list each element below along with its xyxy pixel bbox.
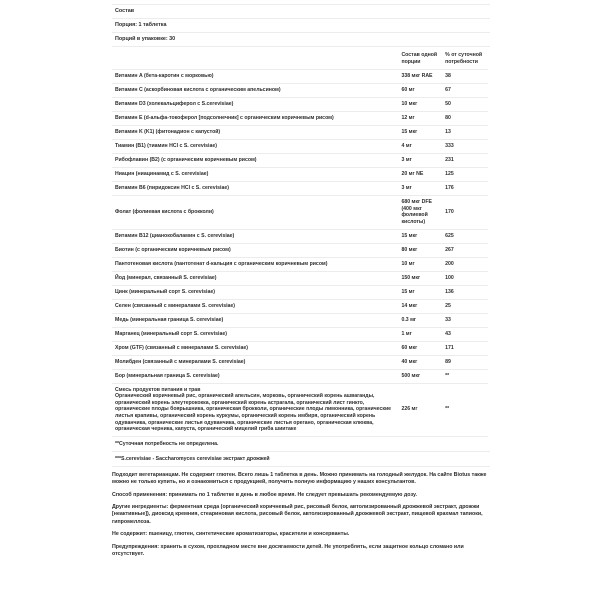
nutrient-dv: 333	[442, 140, 488, 154]
table-row	[112, 271, 488, 285]
nutrient-amount: 60 мкг	[398, 341, 442, 355]
nutrient-amount: 4 мг	[398, 140, 442, 154]
nutrient-name: Витамин B6 (пиридоксин HCl с S. cerevisiae)	[112, 182, 398, 196]
free-from-paragraph: Не содержит: пшеницу, глютен, синтетические ароматизаторы, красители и консерванты.	[112, 531, 350, 538]
nutrient-name: Витамин A (бета-каротин с морковью)	[112, 70, 398, 84]
nutrient-name: Витамин K (K1) (фитонадион с капустой)	[112, 126, 398, 140]
composition-title: Состав	[112, 4, 490, 19]
nutrient-name: Ниацин (ниацинамид с S. cerevisiae)	[112, 168, 398, 182]
nutrient-dv: 176	[442, 182, 488, 196]
nutrient-name: Витамин C (аскорбиновая кислота с органическим апельсином)	[112, 84, 398, 98]
table-row	[112, 140, 488, 154]
nutrient-name: Селен (связанный с минералами S. cerevisiae)	[112, 299, 398, 313]
nutrient-dv: 67	[442, 84, 488, 98]
table-row	[112, 126, 488, 140]
nutrient-amount: 80 мкг	[398, 243, 442, 257]
nutrient-name: Биотин (с органическим коричневым рисом)	[112, 243, 398, 257]
nutrient-name: Бор (минеральная граница S. cerevisiae)	[112, 369, 398, 383]
nutrient-dv: 43	[442, 327, 488, 341]
column-header-amount: Состав одной порции	[398, 47, 442, 70]
blend-ingredients: Органический коричневый рис, органический апельсин, морковь, органический корень ашваганды, органический корень элеутерококка, органический корень астрагала, органический лист гинкго, органические плоды боярышника, органическая брокколи, органические плоды лимонника, органические листья крапивы, органический корень куркумы, органический корень имбиря, органический корень одуванчика, органические листья одуванчика, органические листья орегано, органическая клюква, органическая черника, капуста, органический мицелий гриба шиитаке	[115, 393, 392, 433]
nutrient-name: Витамин E (d-альфа-токоферол [подсолнечник] с органическим коричневым рисом)	[112, 112, 398, 126]
nutrient-dv: **	[442, 369, 488, 383]
table-row	[112, 154, 488, 168]
nutrient-dv: 171	[442, 341, 488, 355]
nutrient-dv: 200	[442, 257, 488, 271]
nutrient-dv: 125	[442, 168, 488, 182]
nutrient-name: Йод (минерал, связанный S. cerevisiae)	[112, 271, 398, 285]
nutrient-name: Витамин B12 (цианокобаламин с S. cerevisiae)	[112, 229, 398, 243]
table-row	[112, 327, 488, 341]
nutrient-dv: 13	[442, 126, 488, 140]
nutrient-amount: 3 мг	[398, 154, 442, 168]
note-dv-not-established: **Суточная потребность не определена.	[112, 437, 490, 452]
nutrient-dv: 38	[442, 70, 488, 84]
nutrient-name: Цинк (минеральный сорт S. cerevisiae)	[112, 285, 398, 299]
description-paragraph: Подходит вегетарианцам. Не содержит глютен. Всего лишь 1 таблетка в день. Можно принимать на голодный желудок. На сайте Biotus также можно не только купить, но и ознакомиться с продукцией, получить полную информацию у наших консультантов.	[112, 471, 487, 486]
nutrient-amount: 60 мг	[398, 84, 442, 98]
nutrient-amount: 15 мкг	[398, 229, 442, 243]
nutrient-amount: 338 мкг RAE	[398, 70, 442, 84]
nutrient-dv: 136	[442, 285, 488, 299]
nutrient-amount: 20 мг NE	[398, 168, 442, 182]
nutrient-dv: 170	[442, 196, 488, 229]
nutrient-name: Медь (минеральная граница S. cerevisiae)	[112, 313, 398, 327]
nutrient-amount: 10 мг	[398, 257, 442, 271]
table-row	[112, 369, 488, 383]
nutrient-name: Витамин D3 (холекальциферол с S.cerevisiae)	[112, 98, 398, 112]
column-header-name	[112, 47, 398, 70]
serving-size: Порция: 1 таблетка	[112, 19, 490, 33]
nutrient-amount: 15 мг	[398, 285, 442, 299]
nutrient-name: Тиамин (B1) (тиамин HCl с S. cerevisiae)	[112, 140, 398, 154]
table-row	[112, 84, 488, 98]
table-row	[112, 257, 488, 271]
nutrient-amount: 14 мкг	[398, 299, 442, 313]
nutrient-dv: 100	[442, 271, 488, 285]
nutrient-amount: 0.3 мг	[398, 313, 442, 327]
table-row	[112, 243, 488, 257]
usage-paragraph: Способ применения: принимать по 1 таблетке в день в любое время. Не следует превышать рекомендуемую дозу.	[112, 491, 417, 498]
table-row	[112, 98, 488, 112]
nutrient-dv: 33	[442, 313, 488, 327]
nutrient-amount: 1 мг	[398, 327, 442, 341]
blend-amount: 226 мг	[398, 383, 442, 436]
table-row	[112, 70, 488, 84]
nutrient-table	[112, 47, 488, 437]
nutrient-amount: 12 мг	[398, 112, 442, 126]
table-row	[112, 182, 488, 196]
column-header-dv: % от суточной потребности	[442, 47, 488, 70]
table-row	[112, 341, 488, 355]
nutrient-name: Рибофлавин (B2) (с органическим коричневым рисом)	[112, 154, 398, 168]
servings-per-container: Порций в упаковке: 30	[112, 33, 490, 47]
nutrient-name: Марганец (минеральный сорт S. cerevisiae)	[112, 327, 398, 341]
blend-dv: **	[442, 383, 488, 436]
nutrient-amount: 15 мкг	[398, 126, 442, 140]
nutrient-name: Фолат (фолиевая кислота с брокколи)	[112, 196, 398, 229]
other-ingredients-paragraph: Другие ингредиенты: ферментная среда (органический коричневый рис, рисовый белок, автолизированный дрожжевой экстракт, дрожжи [неактивные]), диоксид кремния, стеариновая кислота, рисовый белок, автолизированный дрожжевой экстракт, пищевой крахмал тапиоки, гипромеллоза.	[112, 503, 483, 525]
nutrient-dv: 25	[442, 299, 488, 313]
nutrient-dv: 50	[442, 98, 488, 112]
nutrient-dv: 267	[442, 243, 488, 257]
table-row-blend	[112, 383, 488, 436]
table-row	[112, 168, 488, 182]
table-row	[112, 112, 488, 126]
nutrient-amount: 3 мг	[398, 182, 442, 196]
blend-cell	[112, 383, 398, 436]
nutrient-dv: 231	[442, 154, 488, 168]
nutrient-amount: 150 мкг	[398, 271, 442, 285]
table-row	[112, 355, 488, 369]
nutrient-amount: 40 мкг	[398, 355, 442, 369]
table-row	[112, 299, 488, 313]
nutrient-name: Пантотеновая кислота (пантотенат d-кальция с органическим коричневым рисом)	[112, 257, 398, 271]
table-row	[112, 285, 488, 299]
table-row	[112, 196, 488, 229]
nutrient-name: Молибден (связанный с минералами S. cerevisiae)	[112, 355, 398, 369]
table-header-row	[112, 47, 488, 70]
table-row	[112, 313, 488, 327]
nutrient-dv: 80	[442, 112, 488, 126]
table-row	[112, 229, 488, 243]
blend-title: Смесь продуктов питания и трав	[115, 386, 201, 393]
nutrient-amount: 500 мкг	[398, 369, 442, 383]
note-s-cerevisiae: ***S.cerevisiae - Saccharomyces cerevisiae экстракт дрожжей	[112, 452, 490, 467]
nutrient-dv: 89	[442, 355, 488, 369]
nutrient-name: Хром (GTF) (связанный с минералами S. cerevisiae)	[112, 341, 398, 355]
nutrient-dv: 625	[442, 229, 488, 243]
supplement-facts	[112, 0, 490, 558]
warnings-paragraph: Предупреждения: хранить в сухом, прохладном месте вне досягаемости детей. Не употреблять, если защитное кольцо сломано или отсутствует.	[112, 543, 464, 557]
nutrient-amount: 680 мкг DFE (400 мкг фолиевой кислоты)	[398, 196, 442, 229]
nutrient-amount: 10 мкг	[398, 98, 442, 112]
